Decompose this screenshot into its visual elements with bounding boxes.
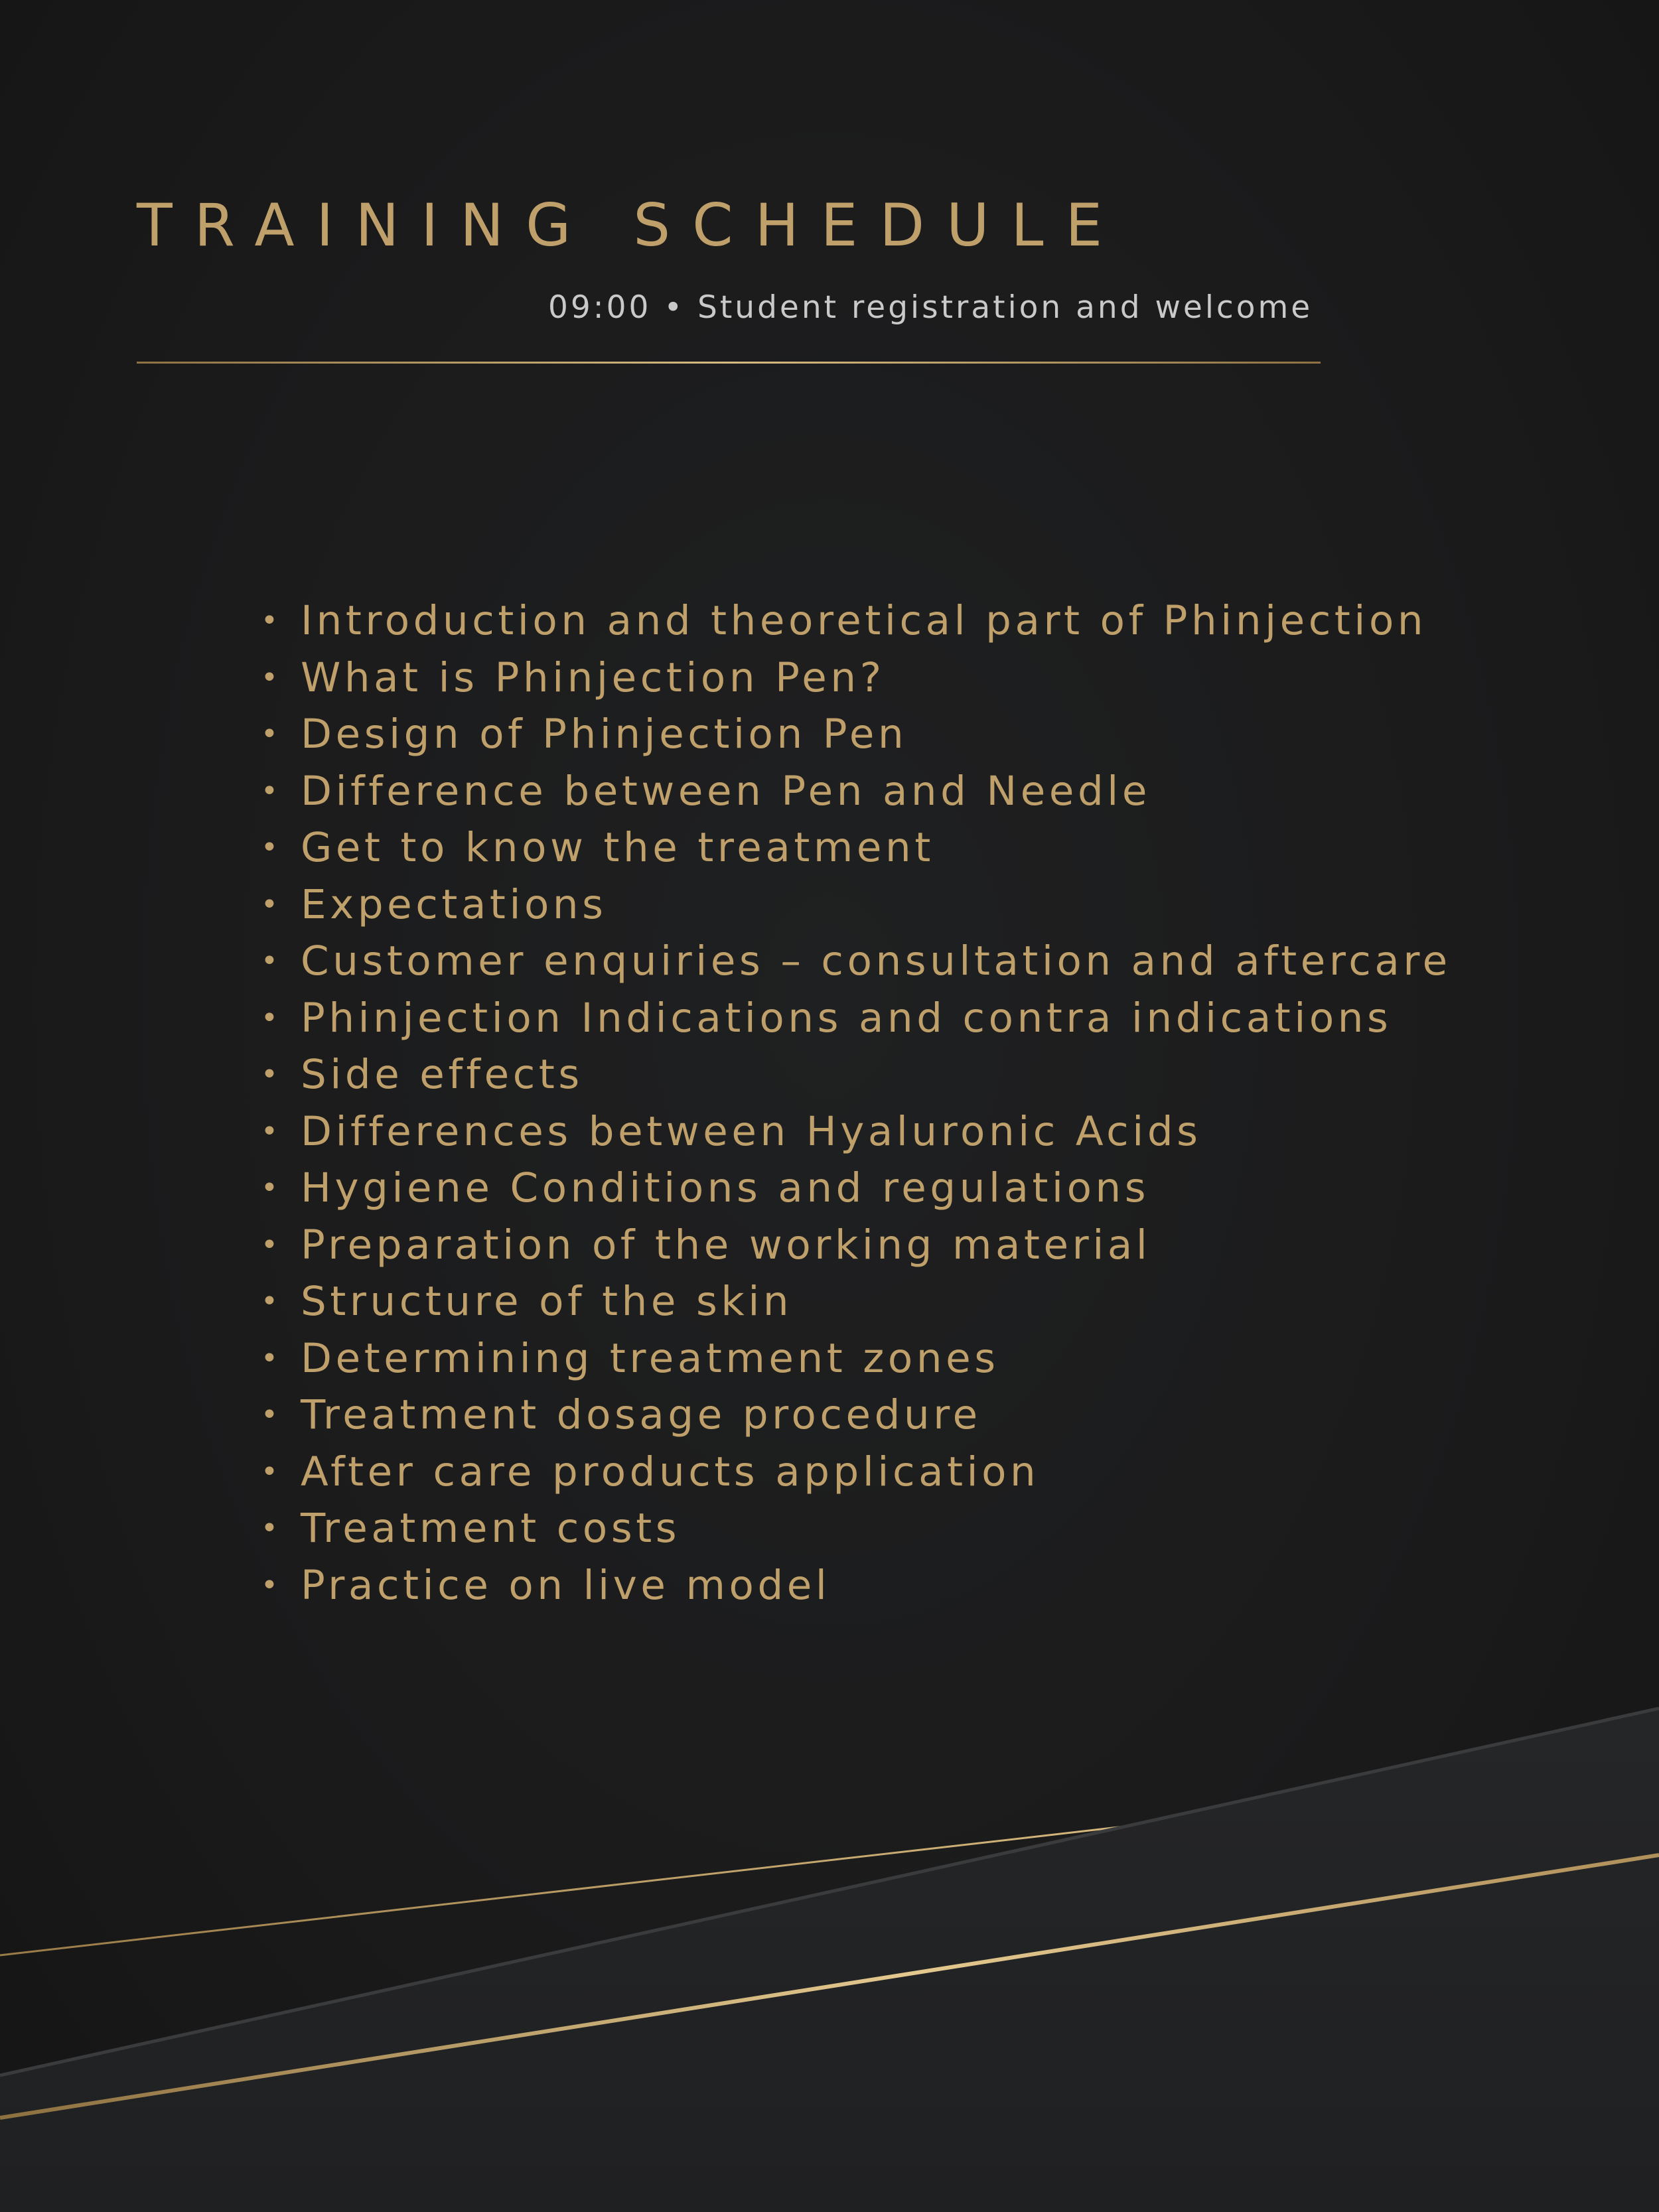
bullet-icon: • <box>261 831 278 864</box>
bullet-icon: • <box>261 1454 278 1489</box>
bullet-icon: • <box>261 1568 278 1602</box>
topic-label: Side effects <box>301 1051 583 1098</box>
bullet-icon: • <box>261 944 278 978</box>
list-item <box>261 1273 1451 1330</box>
bullet-icon: • <box>261 1284 278 1318</box>
topic-label: Design of Phinjection Pen <box>301 711 908 758</box>
list-item <box>261 990 1451 1047</box>
topic-label: After care products application <box>301 1448 1040 1495</box>
schedule-start-time: 09:00 • Student registration and welcome <box>548 289 1313 326</box>
list-item <box>261 1387 1451 1444</box>
lower-dark-band <box>0 1708 1659 2212</box>
list-item <box>261 1330 1451 1387</box>
list-item <box>261 763 1451 820</box>
bullet-icon: • <box>261 1058 278 1091</box>
bullet-icon: • <box>261 1398 278 1432</box>
topic-label: Hygiene Conditions and regulations <box>301 1164 1150 1211</box>
bullet-icon: • <box>261 1341 278 1375</box>
topic-label: Treatment dosage procedure <box>301 1391 981 1438</box>
bullet-icon: • <box>261 1511 278 1545</box>
list-item <box>261 1500 1451 1557</box>
bullet-icon: • <box>261 1171 278 1205</box>
bullet-icon: • <box>261 660 278 695</box>
list-item <box>261 1046 1451 1103</box>
page-title: TRAINING SCHEDULE <box>137 191 1125 259</box>
list-item <box>261 1557 1451 1614</box>
list-item <box>261 1444 1451 1501</box>
topic-label: Preparation of the working material <box>301 1221 1151 1269</box>
topic-label: Introduction and theoretical part of Phinjection <box>301 597 1427 644</box>
list-item <box>261 1103 1451 1160</box>
bullet-icon: • <box>261 887 278 922</box>
topic-label: Get to know the treatment <box>301 824 934 871</box>
list-item <box>261 592 1451 650</box>
bullet-icon: • <box>261 1227 278 1262</box>
topic-label: Determining treatment zones <box>301 1334 999 1382</box>
list-item <box>261 876 1451 933</box>
topic-label: Phinjection Indications and contra indications <box>301 994 1392 1042</box>
topic-label: Differences between Hyaluronic Acids <box>301 1107 1202 1155</box>
topic-label: What is Phinjection Pen? <box>301 654 885 701</box>
bullet-icon: • <box>261 717 278 751</box>
list-item <box>261 706 1451 763</box>
topic-label: Customer enquiries – consultation and aftercare <box>301 937 1451 985</box>
bullet-icon: • <box>261 1114 278 1148</box>
bullet-icon: • <box>261 604 278 638</box>
header-divider <box>137 362 1321 364</box>
topic-label: Difference between Pen and Needle <box>301 767 1151 815</box>
list-item <box>261 1160 1451 1217</box>
topic-list <box>261 592 1451 1614</box>
list-item <box>261 650 1451 707</box>
list-item <box>261 933 1451 990</box>
bullet-icon: • <box>261 1001 278 1035</box>
topic-label: Treatment costs <box>301 1505 681 1552</box>
bullet-icon: • <box>261 774 278 808</box>
topic-label: Structure of the skin <box>301 1278 793 1325</box>
topic-label: Practice on live model <box>301 1561 831 1609</box>
list-item <box>261 819 1451 876</box>
topic-label: Expectations <box>301 880 607 928</box>
list-item <box>261 1217 1451 1274</box>
